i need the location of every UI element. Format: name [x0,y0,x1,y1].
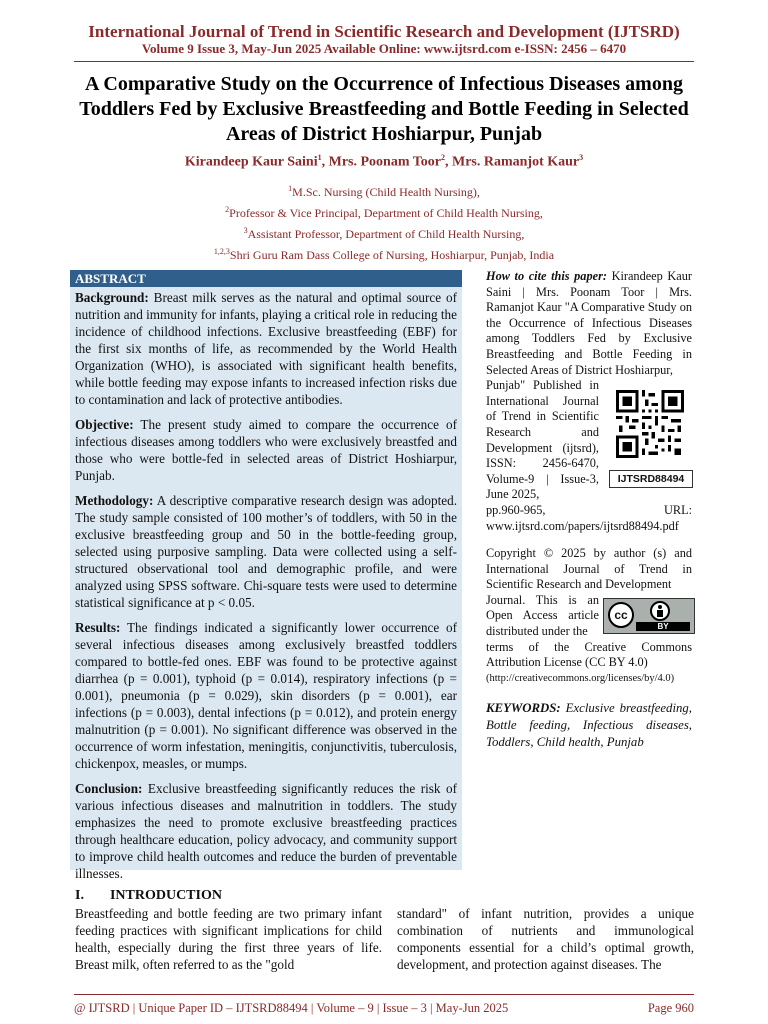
author-sup: 3 [579,153,584,162]
keywords-label: KEYWORDS: [486,701,561,715]
journal-title: International Journal of Trend in Scientific Research and Development (IJTSRD) [88,22,680,41]
copyright-narrow: Journal. This is an Open Access article distributed under the [486,592,599,638]
citation-label: How to cite this paper: [486,269,607,283]
author-name: Mrs. Poonam Toor [328,154,441,170]
abstract-objective: Objective: The present study aimed to compare the occurrence of infectious diseases among toddlers who were exclusively breastfed and those who were bottle-fed in selected areas of District Hoshiarpur, Punjab. [75,417,457,483]
keywords-text: Exclusive breastfeeding, Bottle feeding, Infectious diseases, Toddlers, Child health, Punjab [486,701,693,749]
journal-issue-line: Volume 9 Issue 3, May-Jun 2025 Available Online: www.ijtsrd.com e-ISSN: 2456 – 6470 [141,41,627,56]
affiliations [0,180,768,264]
citation-block: How to cite this paper: Kirandeep Kaur Saini | Mrs. Poonam Toor | Mrs. Ramanjot Kaur "A Comparative Study on the Occurrence of Infectious Diseases among Toddlers Fed by Exclusive Breastfeeding and Bottle Feeding in Selected Areas of District Hoshiarpur, Punjab" Published in International Journal of Trend in Scientific Research and Development (ijtsrd), ISSN: 2456-6470, Volume-9 | Issue-3, June 2025, pp.960-965, URL: www.ijtsrd.com/papers/ijtsrd88494.pdf [486,269,692,533]
citation-narrow: Punjab" Published in International Journal of Trend in Scientific Research and Development (ijtsrd), ISSN: 2456-6470, Volume-9 | Issue-3, June 2025, [486,378,599,502]
paper-id-label: IJTSRD88494 [609,470,693,488]
by-label: BY [636,622,690,631]
abstract-heading: ABSTRACT [70,270,462,287]
footer-text: @ IJTSRD | Unique Paper ID – IJTSRD88494 | Volume – 9 | Issue – 3 | May-Jun 2025 [74,1001,509,1015]
cc-icon: cc [608,602,634,628]
author-sup: 2 [441,153,445,162]
header-divider [74,61,694,62]
author-sup: 1 [317,153,322,162]
abstract-conclusion: Conclusion: Exclusive breastfeeding significantly reduces the risk of various infectious diseases and malnutrition in toddlers. The study emphasizes the need to promote exclusive breastfeeding practices through healthcare education, policy advocacy, and community support to improve child health outcomes and reduce the burden of preventable illnesses. [75,781,457,881]
author-name: Mrs. Ramanjot Kaur [452,154,580,170]
affiliation: $^3$Assistant Professor, Department of Child Health Nursing, [243,226,525,241]
affiliation: $^{1,2,3}$Shri Guru Ram Dass College of Nursing, Hoshiarpur, Punjab, India [213,247,555,262]
qr-code-icon [611,390,689,458]
author-name: Kirandeep Kaur Saini [184,154,318,170]
author-list: Kirandeep Kaur Saini$^1$, Mrs. Poonam Toor$^2$, Mrs. Ramanjot Kaur$^3$ [184,153,584,170]
citation-url: pp.960-965, URL: www.ijtsrd.com/papers/ijtsrd88494.pdf [486,502,692,533]
abstract-methodology: Methodology: A descriptive comparative research design was adopted. The study sample consisted of 100 mother’s of toddlers, with 50 in the exclusive breastfeeding group and 50 in the bottle-feeding group, selected using purposive sampling. Data were collected using a self-structured observational tool and demographic profile, and were analyzed using SPSS software. Chi-square tests were used to determine statistical significance at p < 0.05. [75,493,457,610]
introduction-col1: Breastfeeding and bottle feeding are two primary infant feeding practices with significant implications for child health, especially during the first three years of life. Breast milk, often referred to as the "gold [75,906,382,972]
copyright-block: Copyright © 2025 by author (s) and International Journal of Trend in Scientific Research and Development Journal. This is an Open Access article distributed under the terms of the Creative Commons Attribution License (CC BY 4.0) (http://creativecommons.org/licenses/by/4.0) [486,546,692,686]
affiliation: $^2$Professor & Vice Principal, Department of Child Health Nursing, [225,205,543,220]
abstract-background: Background: Breast milk serves as the natural and optimal source of nutrition and immunity for infants, playing a critical role in reducing the incidence of childhood infections. Exclusive breastfeeding (EBF) for the first six months of life, as recommended by the World Health Organization (WHO), is associated with significant health benefits, while bottle feeding may expose infants to increased infection risks due to contamination and lack of protective antibodies. [75,290,457,407]
footer-divider [74,994,694,995]
footer [74,1001,694,1016]
attribution-person-icon [650,601,670,621]
abstract-body [75,289,457,890]
abstract-results: Results: The findings indicated a significantly lower occurrence of several infectious diseases among exclusively breastfed toddlers compared to bottle-fed ones. EBF was found to be protective against diarrhea (p = 0.001), typhoid (p = 0.014), respiratory infections (p = 0.001), pneumonia (p = 0.029), skin disorders (p = 0.001), ear infections (p = 0.003), dental infections (p = 0.012), and protein energy malnutrition (p = 0.001). No significant difference was observed in the occurrence of worm infestation, meningitis, conjunctivitis, tuberculosis, chickenpox, measles, or mumps. [75,620,457,771]
paper-title: A Comparative Study on the Occurrence of Infectious Diseases among Toddlers Fed by Exclusive Breastfeeding and Bottle Feeding in Selected Areas of District Hoshiarpur, Punjab [79,73,689,145]
section-heading-introduction: I. INTRODUCTION [75,888,222,903]
keywords-block [486,700,692,751]
introduction-col2: standard" of infant nutrition, provides a unique combination of nutrients and immunological components essential for a child’s optimal growth, development, and protection against diseases. The [397,906,694,972]
license-url: (http://creativecommons.org/licenses/by/4.0) [486,672,675,684]
cc-by-license-icon [603,598,695,634]
page-number: Page 960 [647,1001,694,1015]
affiliation: $^1$M.Sc. Nursing (Child Health Nursing), [288,184,480,199]
